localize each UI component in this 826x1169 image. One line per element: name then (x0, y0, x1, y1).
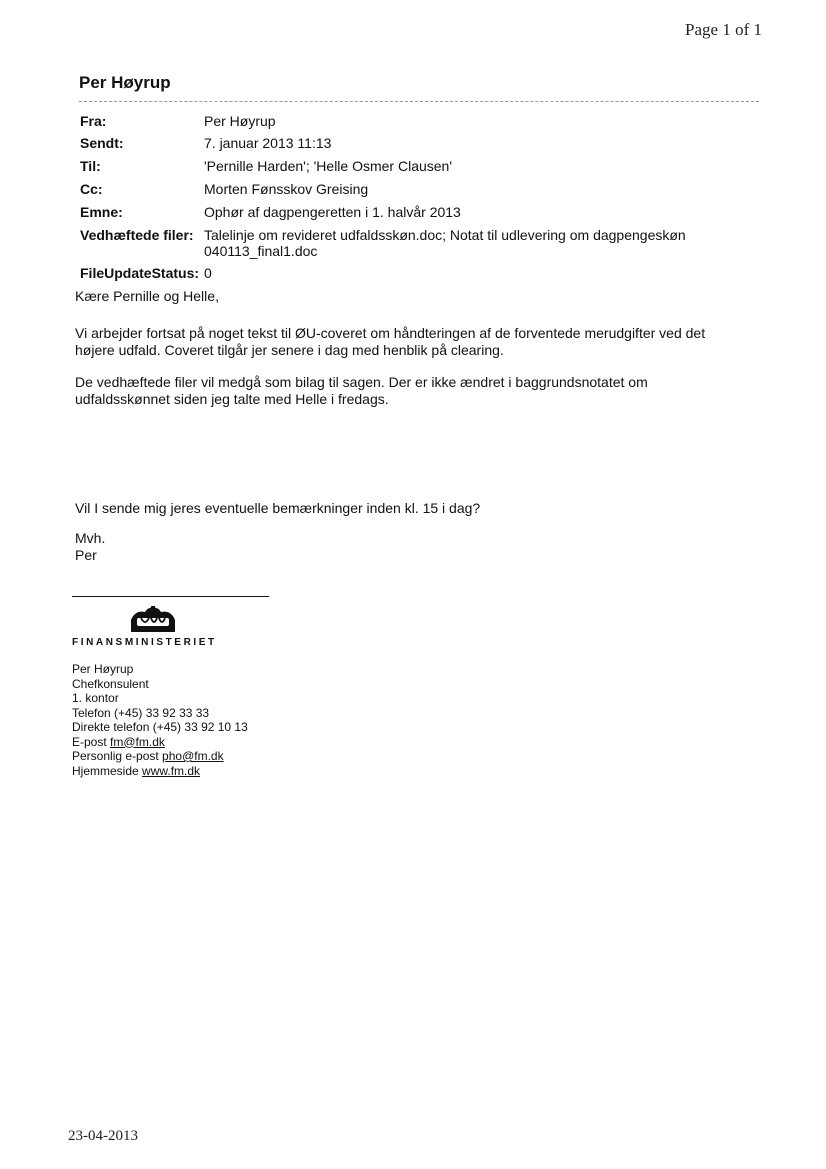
signature-phone: Telefon (+45) 33 92 33 33 (72, 705, 210, 720)
footer-date: 23-04-2013 (68, 1128, 138, 1144)
website-label: Hjemmeside (72, 763, 143, 778)
attachments-label: Vedhæftede filer: (80, 227, 194, 243)
paragraph-2-line-1: De vedhæftede filer vil medgå som bilag til sagen. Der er ikke ændret i baggrundsnotatet om (75, 374, 648, 390)
subject-label: Emne: (80, 204, 123, 220)
signature-email-row (72, 735, 248, 750)
signature-website-row (72, 764, 248, 779)
email-link[interactable]: fm@fm.dk (110, 734, 165, 749)
attachments-line-2: 040113_final1.doc (204, 243, 318, 259)
sent-value: 7. januar 2013 11:13 (204, 135, 332, 151)
signature-title: Chefkonsulent (72, 676, 149, 691)
header-divider (79, 101, 759, 102)
paragraph-2 (75, 374, 755, 408)
finansministeriet-logo (72, 606, 242, 648)
signature-personal-email-row (72, 749, 248, 764)
signature-divider (72, 596, 269, 597)
status-label: FileUpdateStatus: (80, 265, 200, 281)
greeting: Kære Pernille og Helle, (75, 288, 219, 304)
crown-icon (127, 606, 179, 632)
paragraph-3: Vil I sende mig jeres eventuelle bemærkninger inden kl. 15 i dag? (75, 500, 481, 516)
closing: Mvh. (75, 530, 106, 546)
closing-block (75, 530, 755, 564)
from-value: Per Høyrup (204, 113, 276, 129)
cc-label: Cc: (80, 181, 103, 197)
attachments-line-1: Talelinje om revideret udfaldsskøn.doc; Notat til udlevering om dagpengeskøn (204, 227, 686, 243)
cc-value: Morten Fønsskov Greising (204, 181, 369, 197)
paragraph-1-line-1: Vi arbejder fortsat på noget tekst til ØU-coveret om håndteringen af de forventede merudgifter ved det (75, 325, 706, 341)
personal-email-link[interactable]: pho@fm.dk (162, 749, 224, 763)
closing-name: Per (75, 547, 97, 563)
page-number: Page 1 of 1 (685, 20, 762, 39)
paragraph-1 (75, 325, 755, 359)
sender-title: Per Høyrup (79, 73, 171, 92)
to-value: 'Pernille Harden'; 'Helle Osmer Clausen' (204, 158, 453, 174)
attachments-value[interactable] (204, 227, 704, 259)
signature-block (72, 662, 248, 778)
from-label: Fra: (80, 113, 107, 129)
subject-value: Ophør af dagpengeretten i 1. halvår 2013 (204, 204, 461, 220)
signature-direct-phone: Direkte telefon (+45) 33 92 10 13 (72, 720, 248, 734)
to-label: Til: (80, 158, 101, 174)
paragraph-1-line-2: højere udfald. Coveret tilgår jer senere i dag med henblik på clearing. (75, 342, 504, 358)
status-value: 0 (204, 265, 212, 281)
logo-text: FINANSMINISTERIET (72, 637, 217, 648)
signature-name: Per Høyrup (72, 662, 134, 676)
email-label: E-post (72, 734, 111, 749)
sent-label: Sendt: (80, 135, 124, 151)
personal-email-label: Personlig e-post (72, 749, 163, 763)
paragraph-2-line-2: udfaldsskønnet siden jeg talte med Helle i fredags. (75, 391, 389, 407)
signature-office: 1. kontor (72, 691, 119, 705)
website-link[interactable]: www.fm.dk (142, 763, 201, 778)
